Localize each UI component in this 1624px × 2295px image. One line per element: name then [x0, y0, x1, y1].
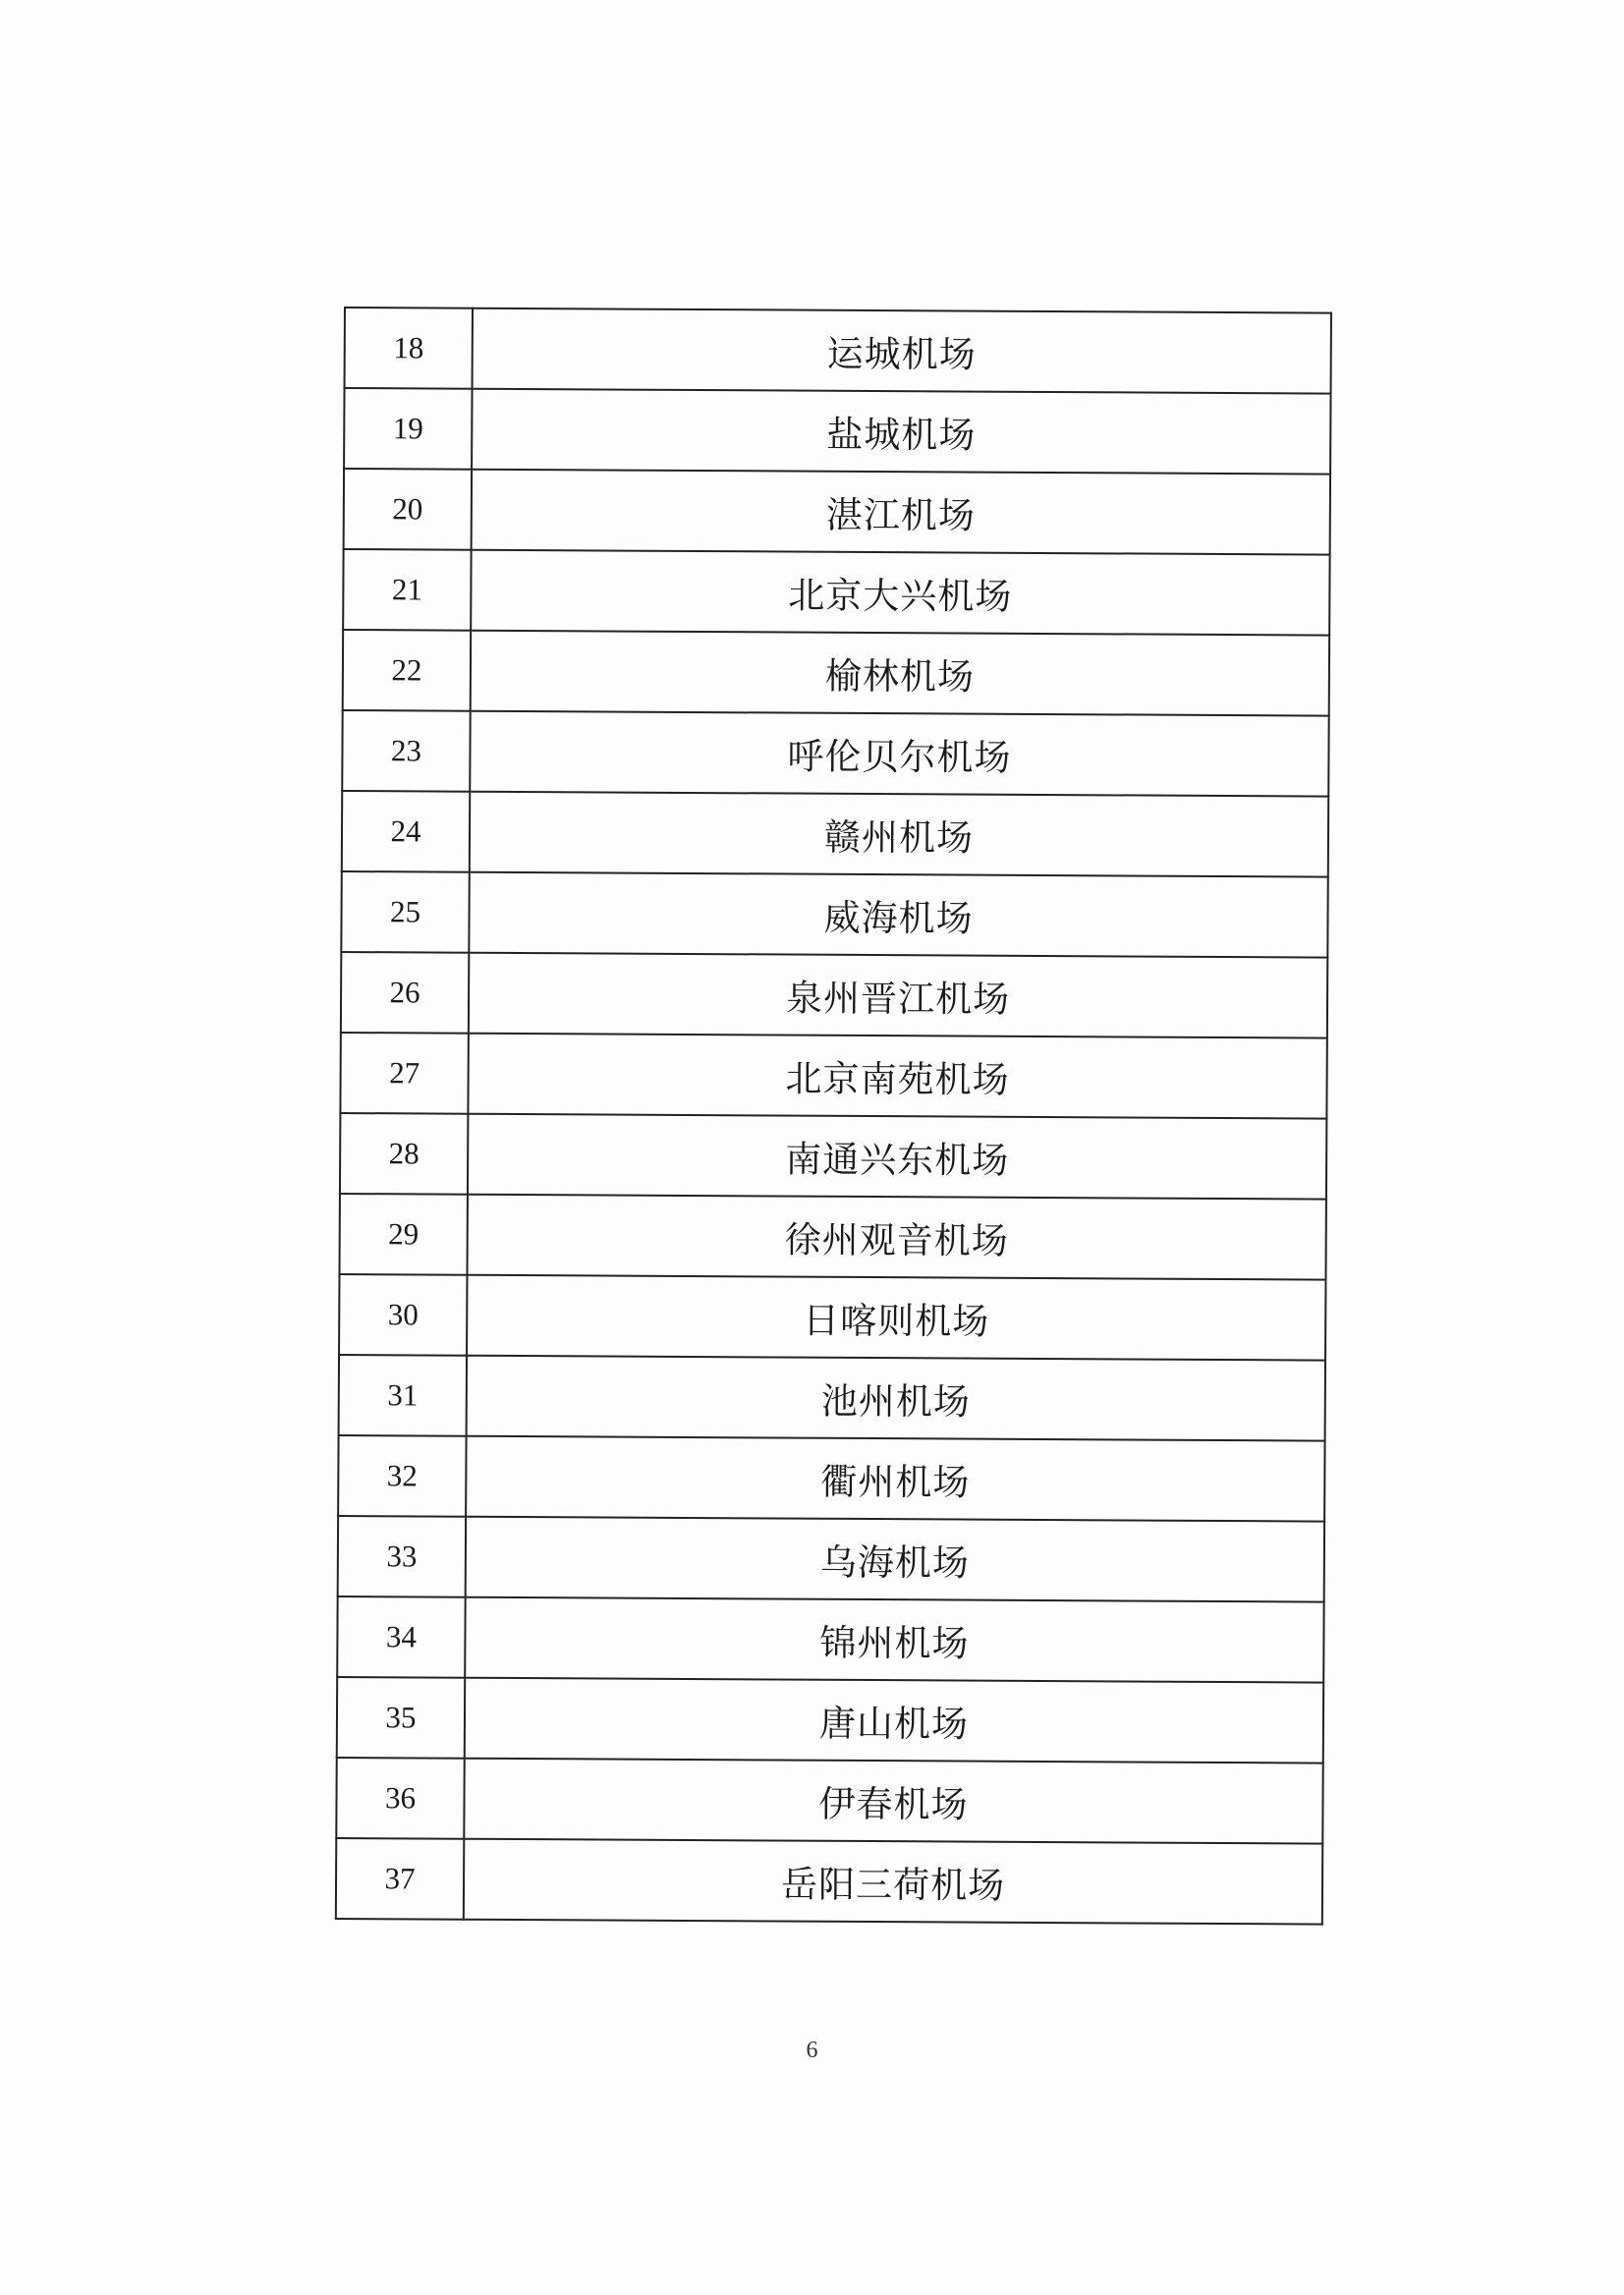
row-number: 29 [339, 1194, 467, 1275]
row-number: 19 [344, 388, 472, 470]
row-number: 22 [343, 630, 471, 711]
airport-name: 榆林机场 [471, 631, 1329, 716]
table-row [337, 1596, 1323, 1683]
table-row [342, 710, 1328, 797]
airport-name: 运城机场 [473, 308, 1331, 394]
page-number: 6 [806, 2038, 818, 2063]
table-row [339, 1194, 1325, 1280]
airport-name: 徐州观音机场 [467, 1195, 1325, 1280]
row-number: 30 [339, 1274, 467, 1356]
row-number: 31 [339, 1355, 467, 1436]
airport-name: 北京南苑机场 [468, 1034, 1326, 1119]
row-number: 24 [342, 791, 470, 872]
row-number: 33 [338, 1516, 466, 1597]
row-number: 35 [337, 1677, 465, 1759]
table-row [340, 1113, 1326, 1200]
table-row [343, 630, 1329, 716]
table-row [342, 791, 1328, 877]
row-number: 20 [344, 469, 472, 550]
table-row [341, 871, 1327, 958]
row-number: 27 [340, 1033, 468, 1114]
airport-name: 池州机场 [467, 1356, 1325, 1441]
airport-name: 岳阳三荷机场 [464, 1839, 1322, 1925]
table-row [343, 549, 1329, 636]
airport-name: 赣州机场 [470, 792, 1328, 877]
row-number: 37 [336, 1838, 464, 1920]
airport-name: 泉州晋江机场 [469, 953, 1327, 1038]
row-number: 32 [338, 1435, 466, 1517]
table-row [337, 1677, 1323, 1763]
table-row [340, 1033, 1326, 1119]
airport-name: 盐城机场 [472, 389, 1330, 475]
row-number: 26 [341, 952, 469, 1034]
airport-name: 伊春机场 [464, 1759, 1322, 1844]
airport-name: 南通兴东机场 [468, 1114, 1326, 1200]
table-body [336, 308, 1331, 1925]
airport-name: 威海机场 [469, 872, 1327, 958]
table-row [338, 1516, 1324, 1602]
row-number: 34 [337, 1596, 465, 1678]
table-row [341, 952, 1327, 1038]
airport-name: 衢州机场 [466, 1436, 1324, 1522]
airport-name: 呼伦贝尔机场 [470, 711, 1328, 797]
row-number: 21 [343, 549, 471, 631]
row-number: 25 [341, 871, 469, 953]
airport-list-table [335, 307, 1332, 1926]
table-row [345, 308, 1331, 394]
table-row [336, 1838, 1322, 1925]
row-number: 18 [345, 308, 473, 389]
airport-name: 北京大兴机场 [471, 550, 1329, 636]
airport-name: 乌海机场 [466, 1517, 1324, 1602]
table-row [336, 1758, 1322, 1844]
airport-name: 湛江机场 [472, 470, 1330, 555]
row-number: 36 [336, 1758, 464, 1839]
table-row [338, 1435, 1324, 1522]
airport-name: 日喀则机场 [467, 1275, 1325, 1361]
airport-name: 唐山机场 [465, 1678, 1323, 1763]
table-row [344, 469, 1330, 555]
table-row [339, 1355, 1325, 1441]
row-number: 28 [340, 1113, 468, 1195]
row-number: 23 [342, 710, 470, 792]
table-row [344, 388, 1330, 475]
table-row [339, 1274, 1325, 1361]
airport-name: 锦州机场 [465, 1597, 1323, 1683]
